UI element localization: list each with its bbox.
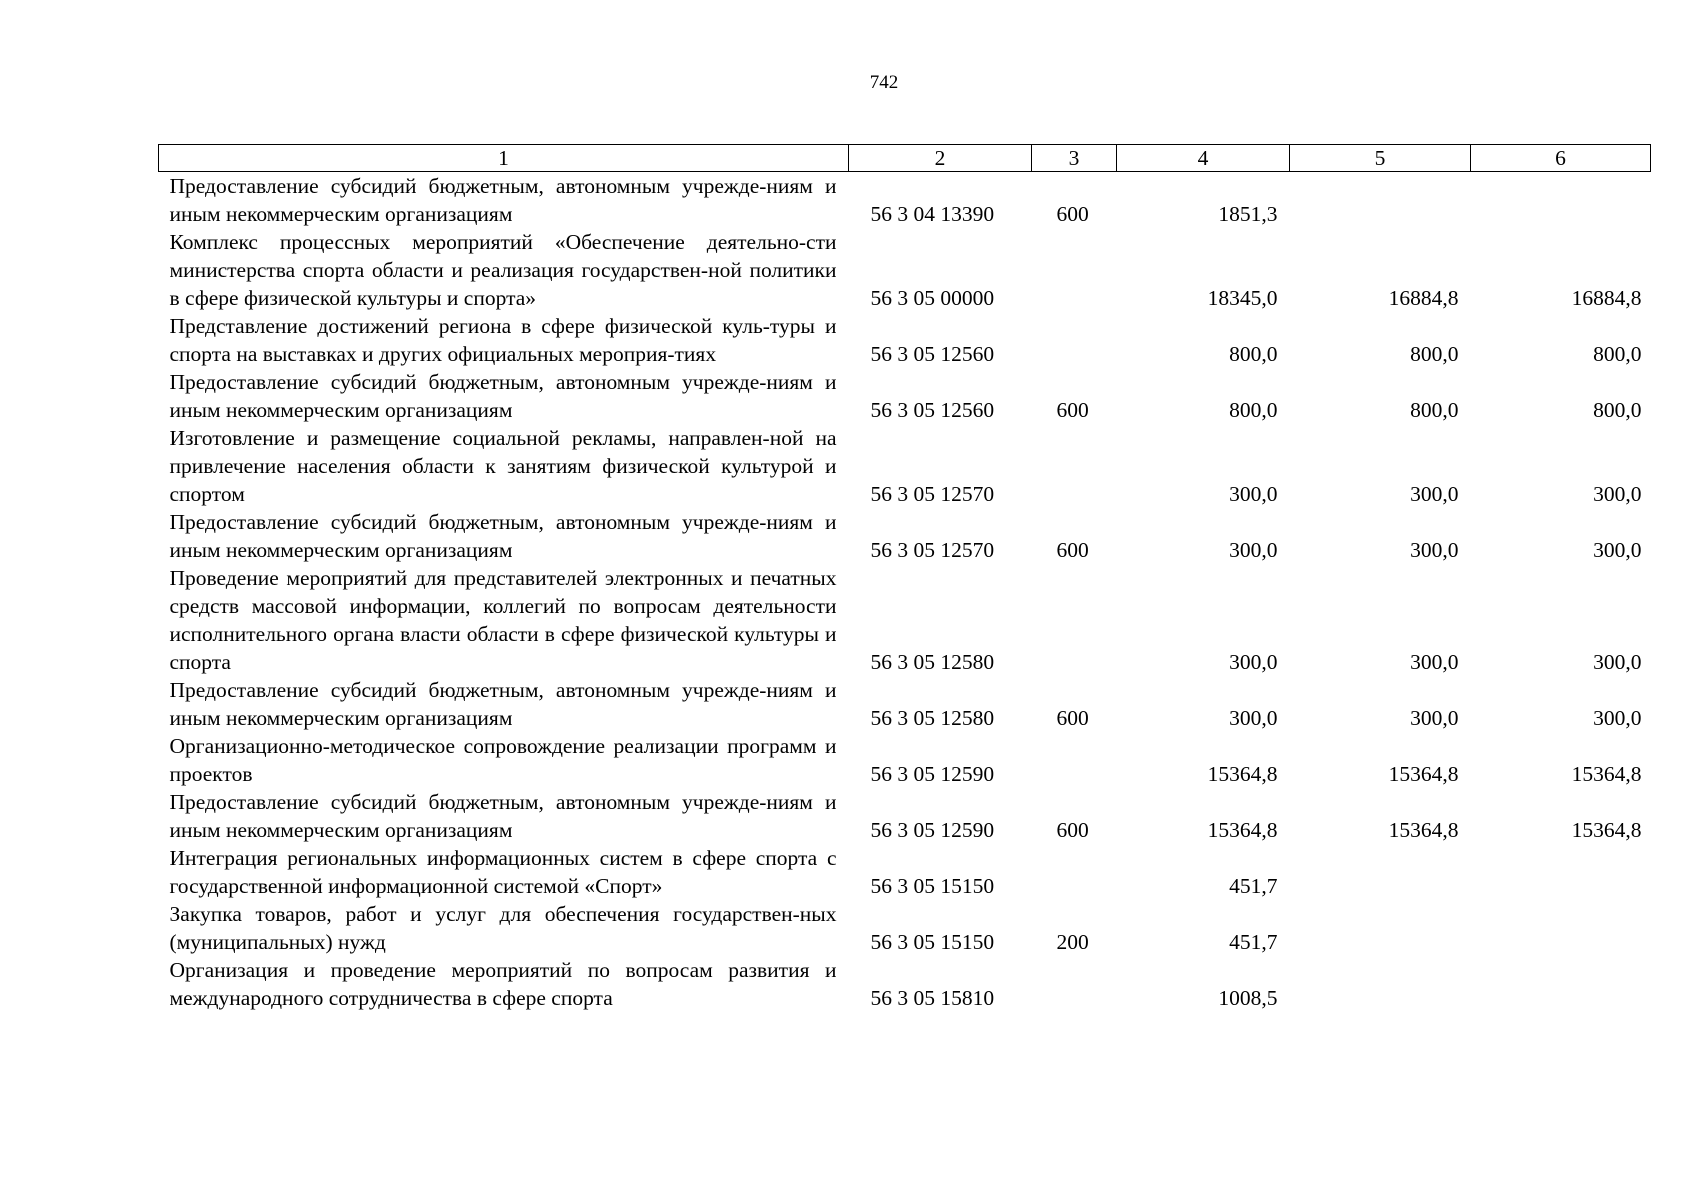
table-row [159, 788, 1651, 844]
row-name: Организация и проведение мероприятий по вопросам развития и международного сотрудничества в сфере спорта [169, 958, 837, 1010]
row-name: Комплекс процессных мероприятий «Обеспечение деятельно-сти министерства спорта области и реализация государствен-ной политики в сфере физической культуры и спорта» [169, 230, 837, 310]
row-expense-type: 600 [1056, 202, 1089, 226]
row-expense-type: 600 [1056, 706, 1089, 730]
table-row [159, 368, 1651, 424]
row-value-col4: 1008,5 [1218, 986, 1278, 1010]
row-code: 56 3 05 00000 [870, 286, 995, 310]
row-expense-type: 600 [1056, 818, 1089, 842]
row-name: Предоставление субсидий бюджетным, автономным учрежде-ниям и иным некоммерческим организациям [169, 678, 837, 730]
row-value-col4: 451,7 [1229, 930, 1278, 954]
row-value-col6: 300,0 [1593, 650, 1642, 674]
row-name: Предоставление субсидий бюджетным, автономным учрежде-ниям и иным некоммерческим организациям [169, 370, 837, 422]
row-expense-type [1032, 312, 1117, 368]
row-value-col5 [1290, 956, 1471, 1012]
page-number: 742 [869, 72, 899, 93]
row-value-col4: 800,0 [1229, 398, 1278, 422]
header-col-3: 3 [1032, 145, 1117, 172]
header-col-1: 1 [159, 145, 849, 172]
table-row [159, 844, 1651, 900]
row-code: 56 3 05 12570 [870, 538, 995, 562]
row-value-col6: 15364,8 [1571, 762, 1642, 786]
row-expense-type: 200 [1056, 930, 1089, 954]
row-value-col6: 16884,8 [1571, 286, 1642, 310]
row-value-col6: 300,0 [1593, 482, 1642, 506]
row-expense-type: 600 [1056, 398, 1089, 422]
row-expense-type: 600 [1056, 538, 1089, 562]
row-code: 56 3 05 15150 [870, 874, 995, 898]
row-value-col6: 300,0 [1593, 538, 1642, 562]
table-row [159, 900, 1651, 956]
row-value-col5: 15364,8 [1388, 818, 1459, 842]
row-expense-type [1032, 564, 1117, 676]
row-code: 56 3 04 13390 [870, 202, 995, 226]
row-value-col5: 300,0 [1410, 650, 1459, 674]
row-value-col4: 18345,0 [1207, 286, 1278, 310]
row-name: Закупка товаров, работ и услуг для обеспечения государствен-ных (муниципальных) нужд [169, 902, 837, 954]
row-name: Представление достижений региона в сфере физической куль-туры и спорта на выставках и других официальных мероприя-тиях [169, 314, 837, 366]
table-row [159, 508, 1651, 564]
row-value-col6: 300,0 [1593, 706, 1642, 730]
row-value-col5: 300,0 [1410, 538, 1459, 562]
row-value-col6 [1471, 900, 1651, 956]
row-value-col5: 15364,8 [1388, 762, 1459, 786]
row-value-col6: 800,0 [1593, 398, 1642, 422]
budget-table-container [158, 144, 1650, 1012]
row-expense-type [1032, 956, 1117, 1012]
table-row [159, 676, 1651, 732]
row-value-col5: 800,0 [1410, 398, 1459, 422]
header-col-4: 4 [1117, 145, 1290, 172]
row-value-col5 [1290, 844, 1471, 900]
row-code: 56 3 05 12590 [870, 762, 995, 786]
table-header [159, 145, 1651, 172]
row-expense-type [1032, 228, 1117, 312]
header-row [159, 145, 1651, 172]
row-code: 56 3 05 15810 [870, 986, 995, 1010]
row-code: 56 3 05 12580 [870, 706, 995, 730]
row-value-col4: 15364,8 [1207, 818, 1278, 842]
row-value-col5 [1290, 172, 1471, 229]
table-row [159, 564, 1651, 676]
row-code: 56 3 05 15150 [870, 930, 995, 954]
row-value-col4: 300,0 [1229, 482, 1278, 506]
row-expense-type [1032, 424, 1117, 508]
row-value-col6 [1471, 956, 1651, 1012]
row-code: 56 3 05 12580 [870, 650, 995, 674]
row-code: 56 3 05 12560 [870, 398, 995, 422]
row-value-col5: 16884,8 [1388, 286, 1459, 310]
table-body [159, 172, 1651, 1013]
table-row [159, 956, 1651, 1012]
row-name: Интеграция региональных информационных систем в сфере спорта с государственной информационной системой «Спорт» [169, 846, 837, 898]
row-name: Проведение мероприятий для представителей электронных и печатных средств массовой информации, коллегий по вопросам деятельности исполнительного органа власти области в сфере физической культуры и спорта [169, 566, 837, 674]
row-value-col4: 300,0 [1229, 538, 1278, 562]
row-code: 56 3 05 12570 [870, 482, 995, 506]
header-col-2: 2 [849, 145, 1032, 172]
row-value-col6 [1471, 844, 1651, 900]
row-expense-type [1032, 844, 1117, 900]
row-name: Изготовление и размещение социальной рекламы, направлен-ной на привлечение населения области к занятиям физической культурой и спортом [169, 426, 837, 506]
budget-table [158, 144, 1651, 1012]
row-value-col4: 451,7 [1229, 874, 1278, 898]
row-name: Предоставление субсидий бюджетным, автономным учрежде-ниям и иным некоммерческим организациям [169, 790, 837, 842]
row-name: Организационно-методическое сопровождение реализации программ и проектов [169, 734, 837, 786]
row-value-col4: 300,0 [1229, 706, 1278, 730]
row-value-col5: 800,0 [1410, 342, 1459, 366]
row-expense-type [1032, 732, 1117, 788]
row-name: Предоставление субсидий бюджетным, автономным учрежде-ниям и иным некоммерческим организациям [169, 510, 837, 562]
row-name: Предоставление субсидий бюджетным, автономным учрежде-ниям и иным некоммерческим организациям [169, 174, 837, 226]
row-value-col6: 800,0 [1593, 342, 1642, 366]
row-value-col6: 15364,8 [1571, 818, 1642, 842]
row-value-col4: 15364,8 [1207, 762, 1278, 786]
table-row [159, 424, 1651, 508]
table-row [159, 228, 1651, 312]
row-value-col4: 300,0 [1229, 650, 1278, 674]
row-value-col5: 300,0 [1410, 706, 1459, 730]
table-row [159, 732, 1651, 788]
row-code: 56 3 05 12590 [870, 818, 995, 842]
header-col-6: 6 [1471, 145, 1651, 172]
header-col-5: 5 [1290, 145, 1471, 172]
table-row [159, 312, 1651, 368]
row-value-col4: 1851,3 [1218, 202, 1278, 226]
row-value-col4: 800,0 [1229, 342, 1278, 366]
table-row [159, 172, 1651, 229]
row-value-col5 [1290, 900, 1471, 956]
row-value-col6 [1471, 172, 1651, 229]
row-code: 56 3 05 12560 [870, 342, 995, 366]
row-value-col5: 300,0 [1410, 482, 1459, 506]
